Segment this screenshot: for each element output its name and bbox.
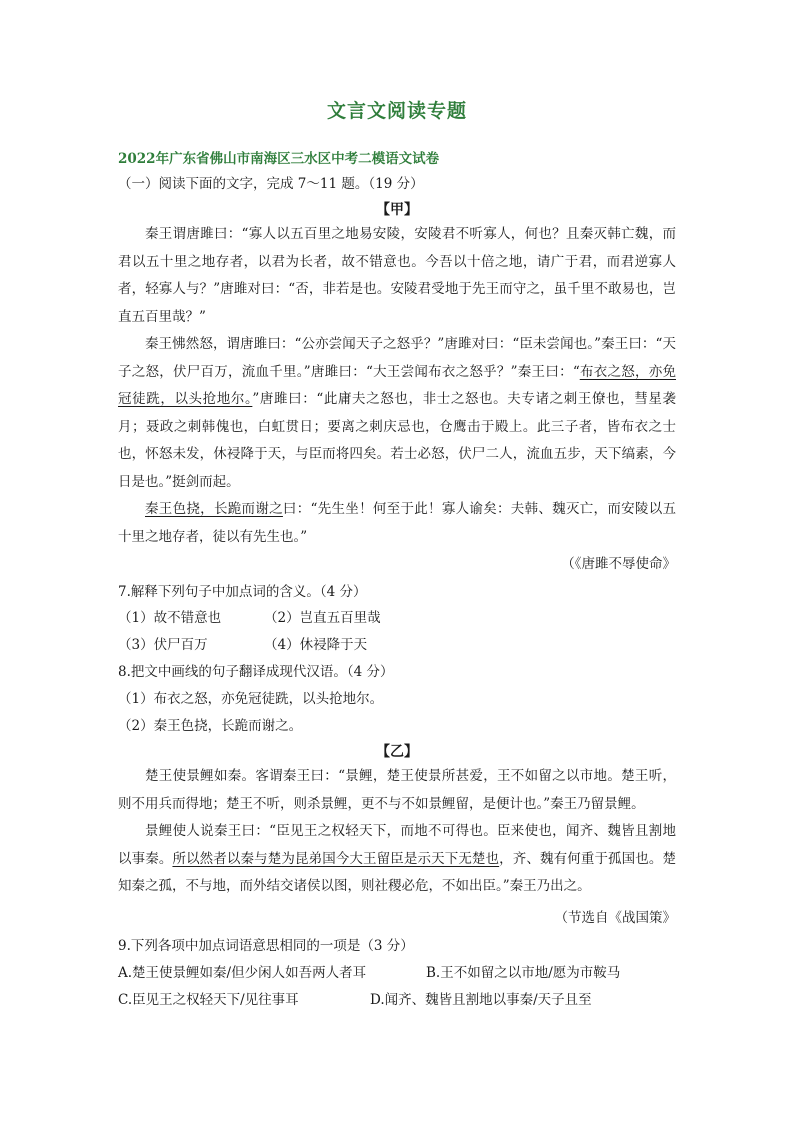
question-7-item-4: （4）休祲降于天 <box>264 637 368 653</box>
question-7-item-1: （1）故不错意也 <box>118 610 222 626</box>
passage-yi-heading: 【乙】 <box>376 744 418 760</box>
passage-jia-paragraph-1: 秦王谓唐雎曰：“寡人以五百里之地易安陵，安陵君不听寡人，何也？且秦灭韩亡魏，而君以五十里之地存者，以君为长者，故不错意也。今吾以十倍之地，请广于君，而君逆寡人者，轻寡人与？”唐雎对曰：“否，非若是也。安陵君受地于先王而守之，虽千里不敢易也，岂直五百里哉？” <box>118 226 676 325</box>
question-8-item-1: （1）布衣之怒，亦免冠徒跣，以头抢地尔。 <box>118 691 384 707</box>
passage-jia-paragraph-2 <box>118 331 676 496</box>
question-8-item-2: （2）秦王色挠，长跪而谢之。 <box>118 718 303 734</box>
p2-text-b: ”唐雎曰：“此庸夫之怒也，非士之怒也。夫专诸之刺王僚也，彗星袭月；聂政之刺韩傀也，白虹贯日；要离之刺庆忌也，仓鹰击于殿上。此三子者，皆布衣之士也，怀怒未发，休祲降于天，与臣而将四矣。若士必怒，伏尸二人，流血五步，天下缟素，今日是也。”挺剑而起。 <box>118 391 676 490</box>
p2-text-a: 秦王怫然怒，谓唐雎曰：“公亦尝闻天子之怒乎？”唐雎对曰：“臣未尝闻也。”秦王曰：“天子之怒，伏尸百万，流血千里。”唐雎曰：“大王尝闻布衣之怒乎？”秦王曰：“ <box>118 336 676 380</box>
passage-yi-paragraph-1: 楚王使景鲤如秦。客谓秦王曰：“景鲤，楚王使景所甚爱，王不如留之以市地。楚王听，则不用兵而得地；楚王不听，则杀景鲤，更不与不如景鲤留，是便计也。”秦王乃留景鲤。 <box>118 768 676 812</box>
underlined-sentence-3: 所以然者以秦与楚为昆弟国今大王留臣是示天下无楚也 <box>172 850 500 867</box>
yi-p2-text-b: ，齐、魏有何重于孤国也。楚知秦之孤，不与地，而外结交诸侯以图，则社稷必危，不如出臣。”秦王乃出之。 <box>118 850 677 894</box>
yi-p2-text-a: 景鲤使人说秦王曰：“臣见王之权轻天下，而地不可得也。臣来使也，闻齐、魏皆且割地以事秦。 <box>118 823 676 867</box>
passage-yi <box>118 763 676 901</box>
exam-source: 2022年广东省佛山市南海区三水区中考二模语文试卷 <box>118 151 440 167</box>
question-7-item-3: （3）伏尸百万 <box>118 637 208 653</box>
question-9-stem: 9.下列各项中加点词语意思相同的一项是（3 分） <box>118 938 414 954</box>
question-7-stem: 7.解释下列句子中加点词的含义。（4 分） <box>118 584 367 600</box>
question-9-option-c: C.臣见王之权轻天下/见往事耳 <box>118 992 299 1008</box>
passage-yi-attribution: （节选自《战国策》 <box>554 910 676 926</box>
passage-jia-paragraph-3 <box>118 496 676 551</box>
page-title: 文言文阅读专题 <box>326 100 467 122</box>
section-intro: （一）阅读下面的文字，完成 7～11 题。（19 分） <box>118 176 424 192</box>
question-9-option-d: D.闻齐、魏皆且割地以事秦/天子且至 <box>370 992 592 1008</box>
question-9-option-b: B.王不如留之以市地/愿为市鞍马 <box>426 965 621 981</box>
underlined-sentence-2: 秦王色挠，长跪而谢之 <box>145 501 283 517</box>
p3-text-b: 曰：“先生坐！何至于此！寡人谕矣：夫韩、魏灭亡，而安陵以五十里之地存者，徒以有先生也。” <box>118 501 676 545</box>
underlined-sentence-1: 布衣之怒，亦免冠徒跣，以头抢地尔。 <box>118 363 677 407</box>
passage-jia-heading: 【甲】 <box>376 202 418 218</box>
question-9-option-a: A.楚王使景鲤如秦/但少闲人如吾两人者耳 <box>118 965 367 981</box>
passage-jia <box>118 221 676 551</box>
passage-jia-attribution: （《唐雎不辱使命》 <box>561 556 676 572</box>
passage-yi-paragraph-2 <box>118 818 676 901</box>
question-8-stem: 8.把文中画线的句子翻译成现代汉语。（4 分） <box>118 664 394 680</box>
question-7-item-2: （2）岂直五百里哉 <box>264 610 381 626</box>
